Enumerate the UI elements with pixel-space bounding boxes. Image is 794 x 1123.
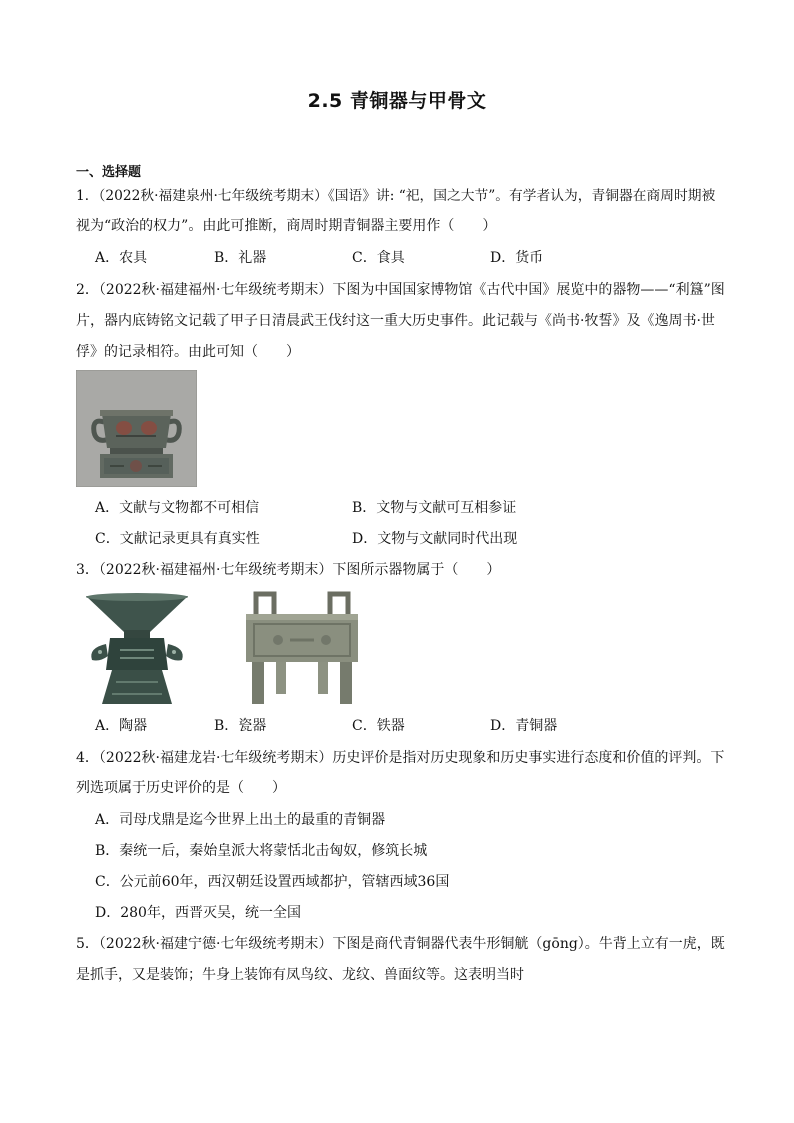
- q4-option-c: C．公元前60年，西汉朝廷设置西域都护，管辖西域36国: [95, 874, 450, 890]
- q2-option-d: D．文物与文献同时代出现: [352, 531, 518, 547]
- q4-option-a: A．司母戊鼎是迄今世界上出土的最重的青铜器: [95, 812, 386, 828]
- q3-stem-line1: 3．（2022秋·福建福州·七年级统考期末）下图所示器物属于（ ）: [76, 562, 501, 578]
- q3-option-b: B．瓷器: [214, 718, 267, 734]
- q2-stem-line3: 俘》的记录相符。由此可知（ ）: [76, 344, 300, 360]
- q4-option-b: B．秦统一后，秦始皇派大将蒙恬北击匈奴，修筑长城: [95, 843, 428, 859]
- q1-option-d: D．货币: [490, 250, 544, 266]
- q4-stem-line2: 列选项属于历史评价的是（ ）: [76, 780, 286, 796]
- q3-option-a: A．陶器: [95, 718, 148, 734]
- q1-option-a: A．农具: [95, 250, 148, 266]
- q4-option-d: D．280年，西晋灭吴，统一全国: [95, 905, 301, 921]
- q1-stem-line1: 1．（2022秋·福建泉州·七年级统考期末）《国语》讲: “祀，国之大节”。有学者认为，青铜器在商周时期被: [76, 188, 716, 204]
- li-gui-bronze-image: [76, 370, 197, 487]
- q5-stem-line2: 是抓手，又是装饰；牛身上装饰有凤鸟纹、龙纹、兽面纹等。这表明当时: [76, 967, 524, 983]
- q2-option-c: C．文献记录更具有真实性: [95, 531, 260, 547]
- q1-option-c: C．食具: [352, 250, 405, 266]
- square-ding-bronze-image: [238, 588, 366, 708]
- q2-stem-line2: 片，器内底铸铭文记载了甲子日清晨武王伐纣这一重大历史事件。此记载与《尚书·牧誓》及《逸周书·世: [76, 313, 715, 329]
- q5-stem-line1: 5．（2022秋·福建宁德·七年级统考期末）下图是商代青铜器代表牛形铜觥（gōng）。牛背上立有一虎，既: [76, 936, 725, 952]
- zun-bronze-vessel-image: [80, 590, 194, 708]
- q2-stem-line1: 2．（2022秋·福建福州·七年级统考期末）下图为中国国家博物馆《古代中国》展览中的器物——“利簋”图: [76, 282, 725, 298]
- section-heading: 一、选择题: [76, 165, 142, 180]
- q3-option-d: D．青铜器: [490, 718, 558, 734]
- q1-stem-line2: 视为“政治的权力”。由此可推断，商周时期青铜器主要用作（ ）: [76, 218, 497, 234]
- q1-option-b: B．礼器: [214, 250, 267, 266]
- q3-option-c: C．铁器: [352, 718, 405, 734]
- page-title: 2.5 青铜器与甲骨文: [307, 90, 487, 112]
- q2-option-b: B．文物与文献可互相参证: [352, 500, 517, 516]
- q4-stem-line1: 4．（2022秋·福建龙岩·七年级统考期末）历史评价是指对历史现象和历史事实进行态度和价值的评判。下: [76, 750, 725, 766]
- q2-option-a: A．文献与文物都不可相信: [95, 500, 260, 516]
